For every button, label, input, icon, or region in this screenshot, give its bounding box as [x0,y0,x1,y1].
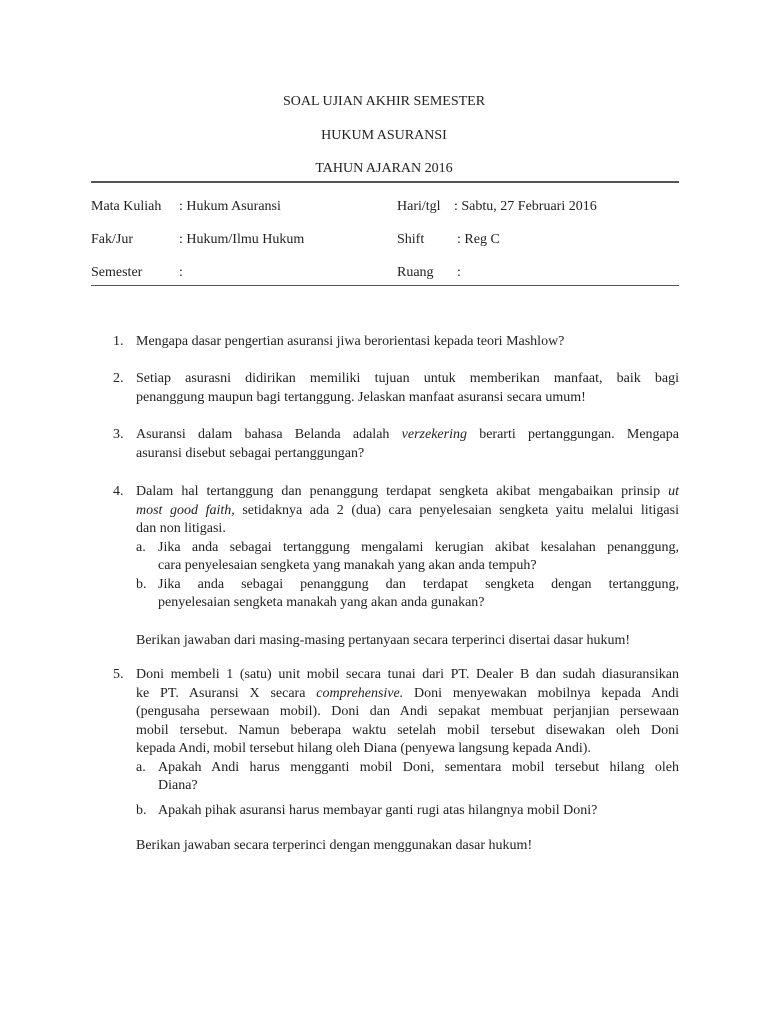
question-text: (pengusaha persewaan mobil). Doni dan Andi sepakat membuat perjanjian persewaan [136,704,679,719]
answer-instruction-5: Berikan jawaban secara terperinci dengan menggunakan dasar hukum! [136,838,533,853]
semester-label: Semester [91,265,143,280]
fakjur-value: : Hukum/Ilmu Hukum [179,232,305,247]
shift-value: : Reg C [457,232,500,247]
question-text: asuransi disebut sebagai pertanggungan? [136,445,365,461]
sub-question-text: Diana? [158,778,198,793]
sub-question-label: a. [136,539,146,555]
fakjur-label: Fak/Jur [91,232,133,247]
question-3 [113,426,679,463]
question-text: penanggung maupun bagi tertanggung. Jelaskan manfaat asuransi secara umum! [136,389,586,405]
sub-question-label: b. [136,802,147,818]
question-1 [113,333,679,352]
ruang-label: Ruang [397,265,434,280]
italic-term: comprehensive. [316,685,404,701]
haritgl-label: Hari/tgl [397,199,441,214]
exam-title: SOAL UJIAN AKHIR SEMESTER [282,94,486,109]
text-run: Dalam hal tertanggung dan penanggung terdapat sengketa akibat mengabaikan prinsip [136,484,669,499]
question-number: 1. [113,334,124,349]
text-run: ke PT. Asuransi X secara [136,685,317,701]
header-rule-bottom [91,285,679,286]
question-number: 3. [113,427,124,442]
question-text: dan non litigasi. [136,521,226,536]
text-run: Doni menyewakan mobilnya kepada Andi [403,685,679,701]
academic-year: TAHUN AJARAN 2016 [315,161,453,176]
question-text: Mengapa dasar pengertian asuransi jiwa berorientasi kepada teori Mashlow? [136,334,565,349]
italic-term: most good faith, [136,502,235,518]
header-rule-top [91,181,679,183]
question-5 [113,666,679,820]
sub-question-text: Apakah pihak asuransi harus membayar ganti rugi atas hilangnya mobil Doni? [158,802,598,818]
ruang-value: : [457,265,461,280]
italic-term: verzekering [401,427,467,442]
text-run: setidaknya ada 2 (dua) cara penyelesaian sengketa yaitu melalui litigasi [234,502,679,518]
sub-question-text: penyelesaian sengketa manakah yang akan anda gunakan? [158,595,485,610]
text-run: berarti pertanggungan. Mengapa [466,427,679,442]
text-run: Asuransi dalam bahasa Belanda adalah [136,427,402,442]
question-text [136,685,679,704]
mata-kuliah-label: Mata Kuliah [91,199,162,214]
sub-question-text: Apakah Andi harus mengganti mobil Doni, sementara mobil tersebut hilang oleh [158,759,679,775]
italic-term: ut [668,484,679,499]
question-number: 2. [113,371,124,386]
haritgl-value: : Sabtu, 27 Februari 2016 [454,199,597,214]
sub-question-label: b. [136,576,147,592]
sub-question-b [136,802,679,821]
sub-question-text: Jika anda sebagai tertanggung mengalami kerugian akibat kesalahan penanggung, [158,539,679,555]
answer-instruction-4: Berikan jawaban dari masing-masing pertanyaan secara terperinci disertai dasar hukum! [136,633,631,648]
question-number: 5. [113,667,124,682]
sub-question-label: a. [136,759,146,775]
sub-question-a [136,539,679,576]
question-2 [113,370,679,407]
sub-question-a [136,759,679,796]
question-text: mobil tersebut. Namun beberapa waktu setelah mobil tersebut disewakan oleh Doni [136,722,679,738]
question-number: 4. [113,484,124,499]
mata-kuliah-value: : Hukum Asuransi [179,199,281,214]
semester-value: : [179,265,183,280]
shift-label: Shift [397,232,425,247]
question-text: Setiap asurasni didirikan memiliki tujuan untuk memberikan manfaat, baik bagi [136,371,679,386]
sub-question-text: Jika anda sebagai penanggung dan terdapat sengketa dengan tertanggung, [158,576,679,592]
question-4 [113,483,679,613]
question-text: kepada Andi, mobil tersebut hilang oleh Diana (penyewa langsung kepada Andi). [136,741,591,756]
question-text [136,426,679,445]
sub-question-text: cara penyelesaian sengketa yang manakah yang akan anda tempuh? [158,558,537,573]
sub-question-b [136,576,679,613]
question-text: Doni membeli 1 (satu) unit mobil secara tunai dari PT. Dealer B dan sudah diasuransikan [136,667,679,682]
course-title: HUKUM ASURANSI [321,128,447,143]
question-text [136,502,679,521]
question-text [136,483,679,502]
